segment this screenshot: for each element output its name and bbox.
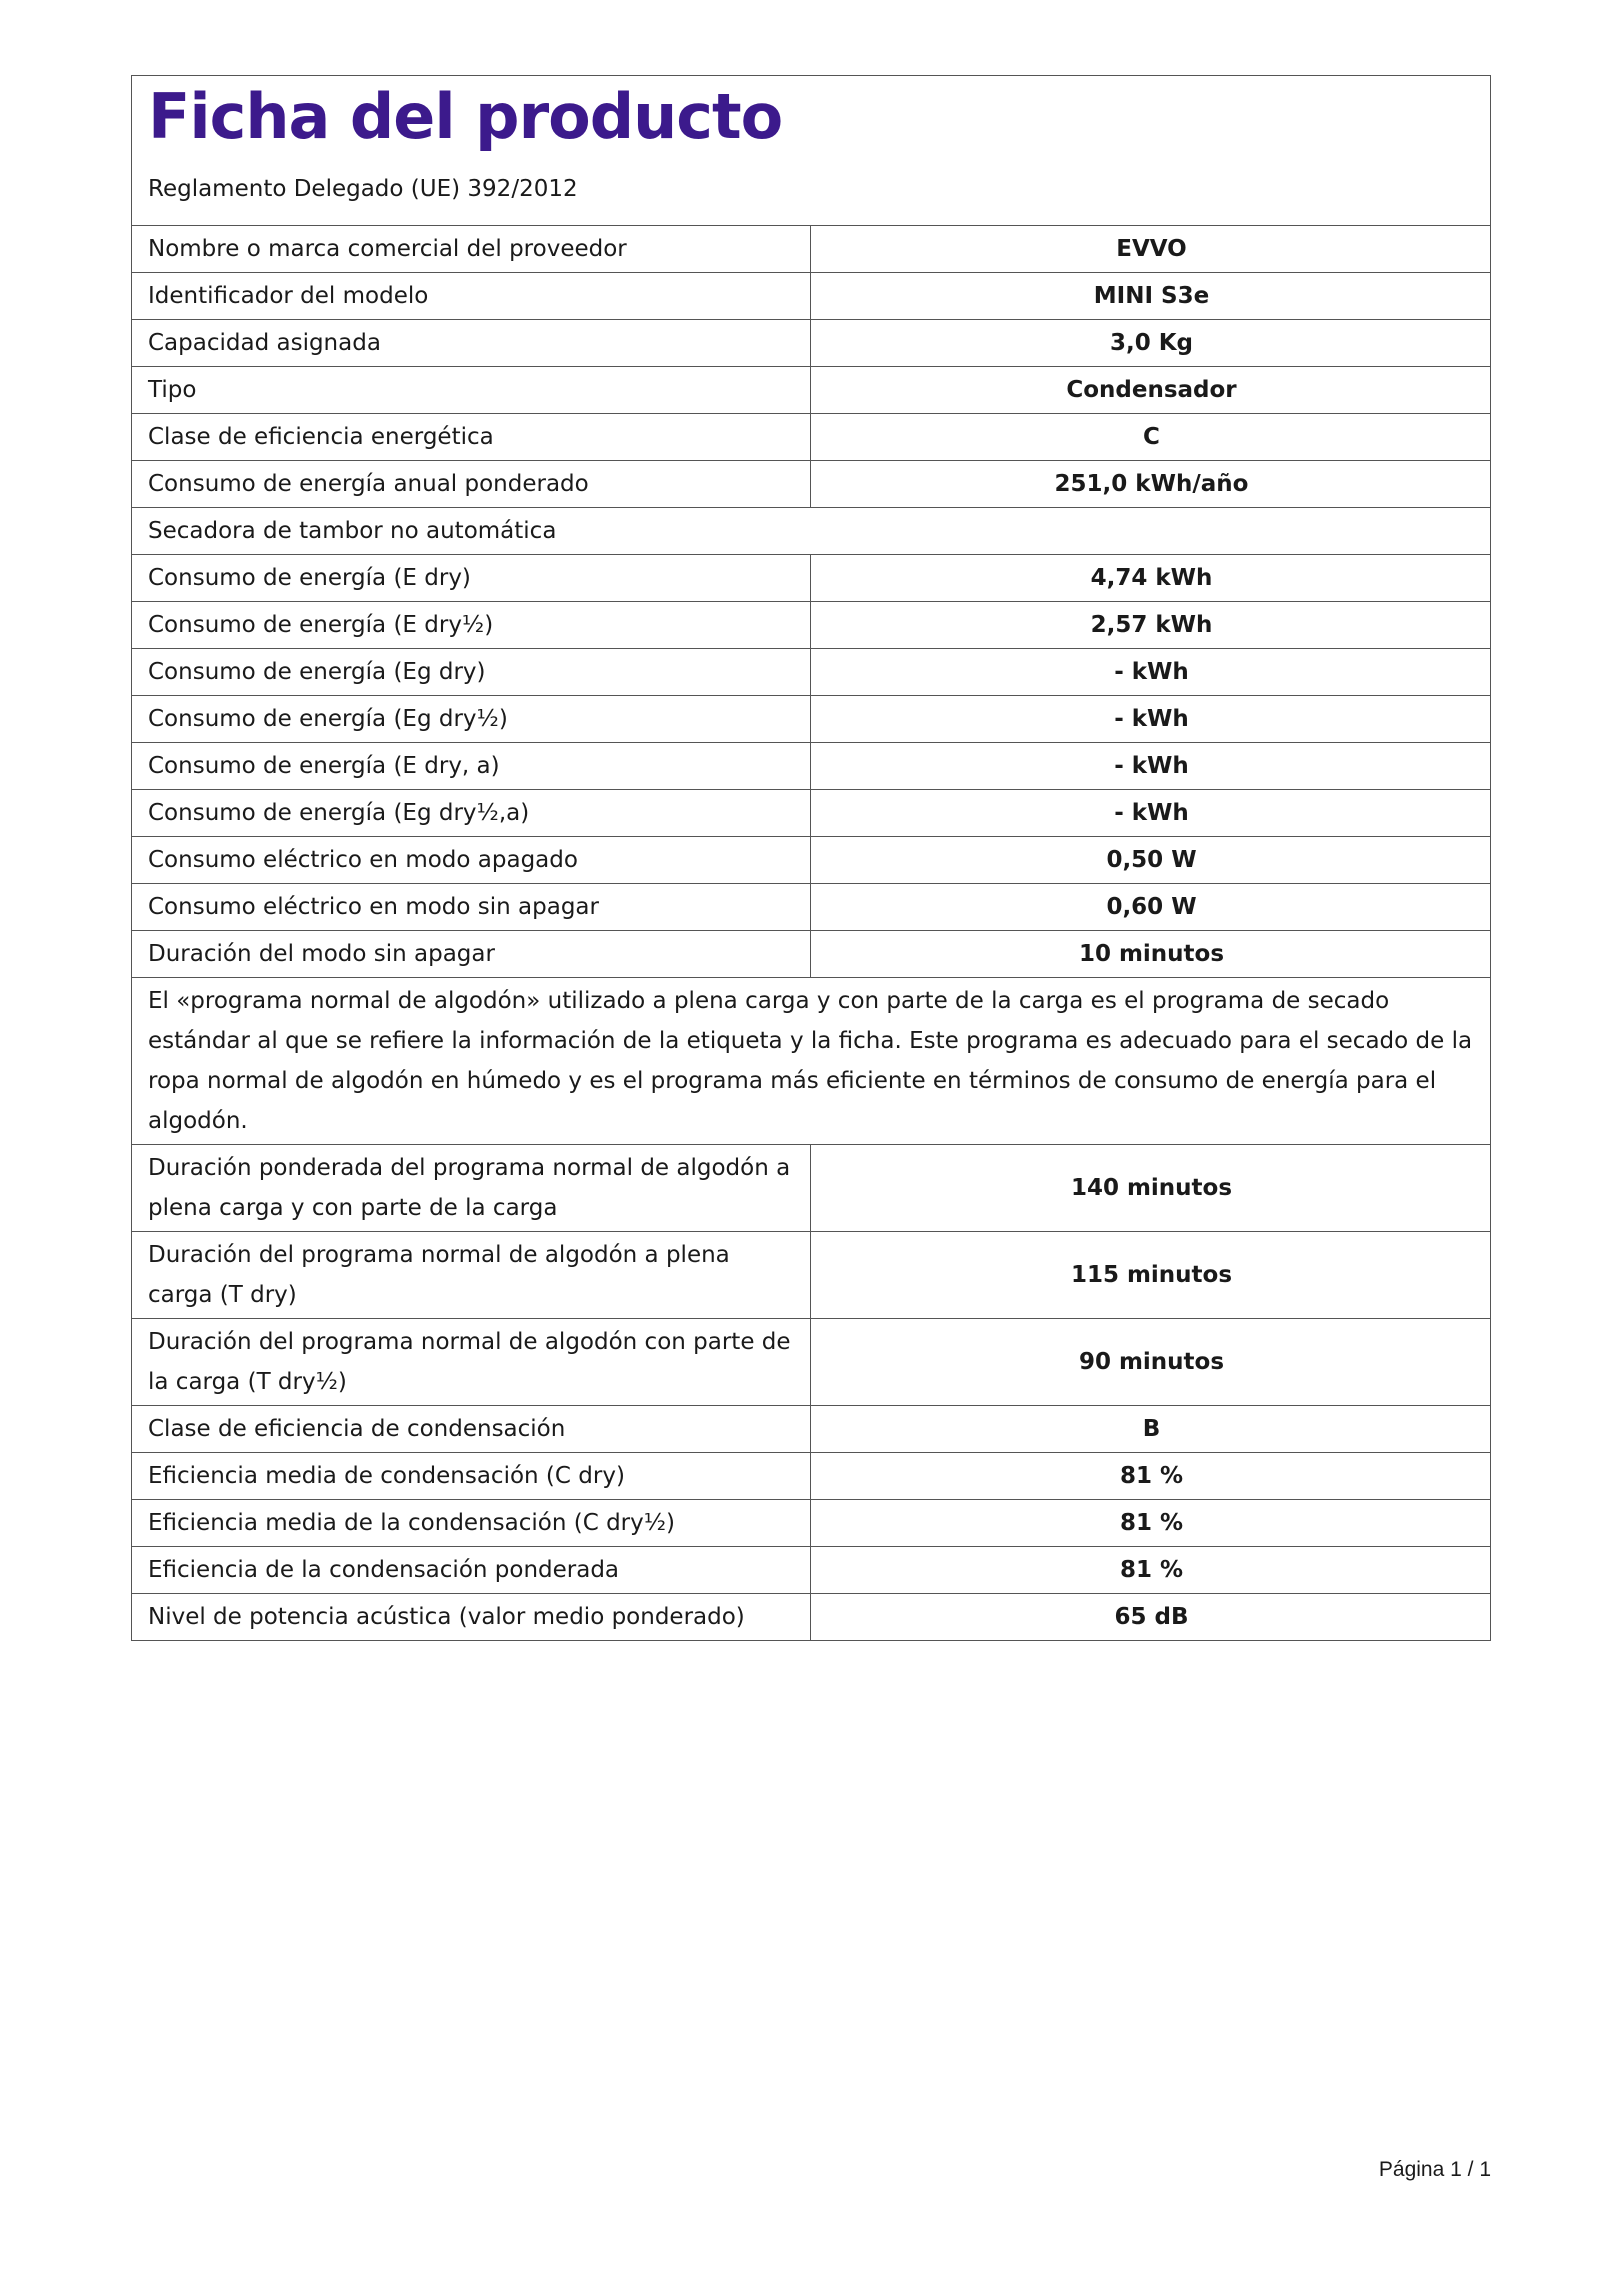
row-label: Clase de eficiencia energética	[132, 414, 811, 461]
row-label: Consumo de energía (E dry½)	[132, 602, 811, 649]
row-label: Consumo de energía (Eg dry½,a)	[132, 790, 811, 837]
row-label: Consumo eléctrico en modo apagado	[132, 837, 811, 884]
table-row	[132, 696, 1490, 743]
row-value: 4,74 kWh	[811, 555, 1491, 602]
row-label: Consumo de energía anual ponderado	[132, 461, 811, 508]
table-row	[132, 884, 1490, 931]
table-row	[132, 649, 1490, 696]
product-sheet	[131, 75, 1491, 1641]
row-value: 65 dB	[1114, 1604, 1189, 1630]
section-note-row	[132, 508, 1490, 555]
row-label: Identificador del modelo	[132, 273, 811, 320]
row-label: Duración del programa normal de algodón con parte de la carga (T dry½)	[132, 1319, 811, 1406]
row-label: Tipo	[132, 367, 811, 414]
row-value: 0,60 W	[811, 884, 1491, 931]
row-value: 10 minutos	[811, 931, 1491, 978]
row-label: Consumo de energía (E dry, a)	[132, 743, 811, 790]
table-row	[132, 743, 1490, 790]
row-label: Eficiencia media de condensación (C dry)	[132, 1453, 811, 1500]
table-row	[132, 226, 1490, 273]
row-label: Capacidad asignada	[132, 320, 811, 367]
page-number: Página 1 / 1	[1378, 2158, 1491, 2181]
spec-table	[132, 226, 1490, 1640]
row-value: 115 minutos	[811, 1232, 1491, 1319]
row-value: MINI S3e	[811, 273, 1491, 320]
table-row	[132, 1319, 1490, 1406]
row-label: Consumo eléctrico en modo sin apagar	[132, 884, 811, 931]
sheet-header	[132, 76, 1490, 226]
row-value: 3,0 Kg	[811, 320, 1491, 367]
row-value: 81 %	[811, 1547, 1491, 1594]
row-value: 90 minutos	[811, 1319, 1491, 1406]
row-label: Clase de eficiencia de condensación	[132, 1406, 811, 1453]
table-row	[132, 367, 1490, 414]
row-label: Consumo de energía (Eg dry½)	[132, 696, 811, 743]
row-value: 81 %	[811, 1500, 1491, 1547]
table-row	[132, 837, 1490, 884]
table-row	[132, 790, 1490, 837]
section-note: Secadora de tambor no automática	[132, 508, 1490, 555]
row-value: 81 %	[811, 1453, 1491, 1500]
table-row	[132, 602, 1490, 649]
table-row	[132, 273, 1490, 320]
row-value: EVVO	[811, 226, 1491, 273]
row-value: 140 minutos	[811, 1145, 1491, 1232]
table-row	[132, 1453, 1490, 1500]
row-value: - kWh	[811, 743, 1491, 790]
row-value: Condensador	[811, 367, 1491, 414]
row-value: 2,57 kWh	[811, 602, 1491, 649]
row-label: Duración del programa normal de algodón a plena carga (T dry)	[132, 1232, 811, 1319]
row-label: Consumo de energía (Eg dry)	[132, 649, 811, 696]
program-note-row	[132, 978, 1490, 1145]
table-row	[132, 1145, 1490, 1232]
row-value: 0,50 W	[811, 837, 1491, 884]
row-value: - kWh	[811, 790, 1491, 837]
row-label: Nombre o marca comercial del proveedor	[132, 226, 811, 273]
program-note: El «programa normal de algodón» utilizado a plena carga y con parte de la carga es el programa de secado estándar al que se refiere la información de la etiqueta y la ficha. Este programa es adecuado para el secado de la ropa normal de algodón en húmedo y es el programa más eficiente en términos de consumo de energía para el algodón.	[132, 978, 1490, 1145]
row-value: - kWh	[811, 696, 1491, 743]
row-label: Duración ponderada del programa normal de algodón a plena carga y con parte de la carga	[132, 1145, 811, 1232]
row-value: C	[811, 414, 1491, 461]
table-row	[132, 414, 1490, 461]
row-label: Duración del modo sin apagar	[132, 931, 811, 978]
row-label: Consumo de energía (E dry)	[132, 555, 811, 602]
row-label: Eficiencia de la condensación ponderada	[132, 1547, 811, 1594]
row-label: Nivel de potencia acústica (valor medio ponderado)	[132, 1594, 811, 1641]
table-row	[132, 1500, 1490, 1547]
regulation-reference: Reglamento Delegado (UE) 392/2012	[148, 176, 578, 202]
page-title: Ficha del producto	[148, 80, 783, 153]
table-row	[132, 320, 1490, 367]
row-value: 251,0 kWh/año	[811, 461, 1491, 508]
table-row	[132, 1547, 1490, 1594]
row-value: - kWh	[811, 649, 1491, 696]
row-value: B	[811, 1406, 1491, 1453]
table-row	[132, 1406, 1490, 1453]
row-label: Eficiencia media de la condensación (C dry½)	[132, 1500, 811, 1547]
table-row	[132, 461, 1490, 508]
table-row	[132, 555, 1490, 602]
table-row	[132, 931, 1490, 978]
table-row	[132, 1594, 1490, 1641]
table-row	[132, 1232, 1490, 1319]
